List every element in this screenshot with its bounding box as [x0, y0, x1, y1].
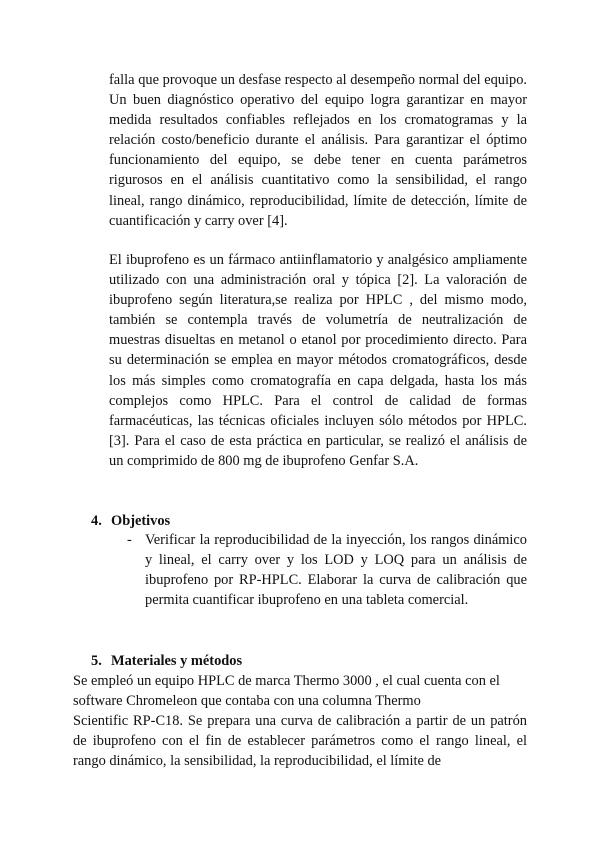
paragraph-ibuprofen-intro: El ibuprofeno es un fármaco antiinflamatorio y analgésico ampliamente utilizado con una administración oral y tópica [2]. La valoración de ibuprofeno según literatura,se realiza por HPLC , del mismo modo, también se contempla través de volumetría de neutralización de muestras disueltas en metanol o etanol por procedimiento directo. Para su determinación se emplea en mayor métodos cromatográficos, desde los más simples como cromatografía en capa delgada, hasta los más complejos como HPLC. Para el control de calidad de formas farmacéuticas, las técnicas oficiales incluyen sólo métodos por HPLC.[3]. Para el caso de esta práctica en particular, se realizó el análisis de un comprimido de 800 mg de ibuprofeno Genfar S.A.: [109, 252, 527, 469]
methods-line-1: Se empleó un equipo HPLC de marca Thermo 3000 , el cual cuenta con el: [73, 673, 500, 689]
paragraph-equipment-diagnosis: falla que provoque un desfase respecto al desempeño normal del equipo. Un buen diagnóstico operativo del equipo logra garantizar en mayor medida resultados confiables reflejados en los cromatogramas y la relación costo/beneficio durante el análisis. Para garantizar el óptimo funcionamiento del equipo, se debe tener en cuenta parámetros rigurosos en el análisis cuantitativo como la sensibilidad, el rango lineal, rango dinámico, reproducibilidad, límite de detección, límite de cuantificación y carry over [4].: [109, 72, 527, 229]
objective-bullet-text: Verificar la reproducibilidad de la inyección, los rangos dinámico y lineal, el carry over y los LOD y LOQ para un análisis de ibuprofeno por RP-HPLC. Elaborar la curva de calibración que permita cuantificar ibuprofeno en una tableta comercial.: [145, 532, 527, 609]
methods-line-2: software Chromeleon que contaba con una columna Thermo: [73, 693, 421, 710]
section-title: Materiales y métodos: [111, 653, 243, 669]
paragraph-materials-methods: [73, 671, 527, 771]
section-heading-materials-methods: [91, 651, 242, 671]
section-number: 5.: [91, 653, 102, 669]
section-heading-objectives: [91, 511, 170, 531]
section-number: 4.: [91, 513, 102, 529]
section-title: Objetivos: [111, 513, 171, 529]
methods-line-3: Scientific RP-C18. Se prepara una curva de calibración a partir de un patrón de ibuprofeno con el fin de establecer parámetros como el rango lineal, el rango dinámico, la sensibilidad, la reproducibilidad, el límite de: [73, 713, 527, 770]
bullet-dash-icon: -: [127, 532, 132, 548]
